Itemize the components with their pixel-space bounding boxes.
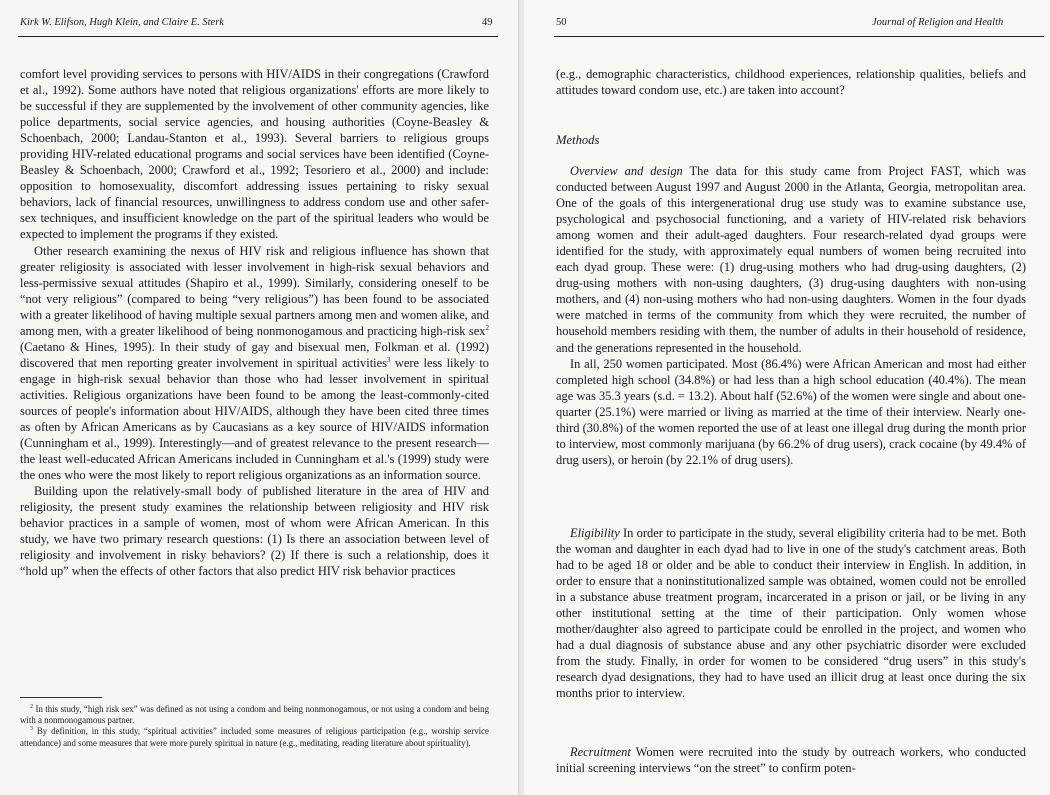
overview-section — [556, 163, 1026, 468]
footnote-mark: 2 — [485, 323, 489, 332]
paragraph: comfort level providing services to persons with HIV/AIDS in their congregations (Crawford et al., 1992). Some authors have noted that religious organizations' efforts are more likely to be successful if they are supplemented by the involvement of other community agencies, like police departments, social service agencies, and housing authorities (Coyne-Beasley & Schoenbach, 2000; Landau-Stanton et al., 1993). Several barriers to religious groups providing HIV-related educational programs and social services have been identified (Coyne-Beasley & Schoenbach, 2000; Crawford et al., 1992; Tesoriero et al., 2000) and include: opposition to homosexuality, discomfort addressing issues pertaining to risky sexual behaviors, lack of financial resources, unwillingness to address condom use and other safer-sex techniques, and insufficient knowledge on the part of the spiritual leaders who would be expected to implement the programs if they existed. — [20, 67, 489, 242]
header-rule — [18, 36, 498, 37]
footnote-text: In this study, “high risk sex” was defined as not using a condom and being nonmonogamous, or not using a condom and being with a nonmonogamous partner. — [20, 704, 490, 726]
paragraph: (e.g., demographic characteristics, childhood experiences, relationship qualities, beliefs and attitudes toward condom use, etc.) are taken into account? — [556, 67, 1026, 98]
paragraph — [556, 163, 1026, 356]
paragraph-text: In order to participate in the study, several eligibility criteria had to be met. Both the woman and daughter in each dyad had to live in one of the study's catchment areas. Both had to be aged 18 or older and be able to conduct their interview in English. In addition, in order to ensure that a noninstitutionalized sample was obtained, women could not be enrolled in a substance abuse treatment program, incarcerated in a prison or jail, or be living in any other institutional setting at the time of their participation. Only women whose mother/daughter also agreed to participate could be enrolled in the project, and women who had a dual diagnosis of substance abuse and any other psychiatric disorder were excluded from the study. Finally, in order for women to be considered “drug users” in this study's research dyad designations, they had to have used an illicit drug at least once during the six months prior to interview. — [556, 526, 1026, 701]
eligibility-section — [556, 525, 1026, 702]
paragraph-text: were less likely to engage in high-risk sexual behavior than those who had lesser involvement in spiritual activities. Religious organizations have been found to be among the least-commonly-cited sources of people's information about HIV/AIDS, although they have been cited three times as often by African Americans as by Caucasians as a key source of HIV/AIDS information (Cunningham et al., 1999). Interestingly—and of greatest relevance to the present research—the least well-educated African Americans included in Cunningham et al.'s (1999) study were the ones who were the most likely to report religious organizations as an information source. — [20, 355, 489, 483]
footnote-mark: 3 — [386, 355, 391, 364]
recruitment-section — [556, 744, 1026, 776]
left-page — [0, 0, 520, 795]
page-number-left: 49 — [482, 17, 493, 28]
paragraph-text: Other research examining the nexus of HIV risk and religious influence has shown that greater religiosity is associated with lesser involvement in high-risk sexual behaviors and less-permissive sexual attitudes (Shapiro et al., 1999). Similarly, considering oneself to be “not very religious” (compared to being “very religious”) has been found to be associated with a greater likelihood of having multiple sexual partners among men and women alike, and among men, with a greater likelihood of being nonmonogamous and practicing high-risk sex — [20, 243, 489, 338]
footnote-mark: 2 — [30, 704, 33, 710]
subheading-recruitment: Recruitment — [570, 745, 631, 759]
footnote-text: By definition, in this study, “spiritual activities” included some measures of religious participation (e.g., worship service attendance) and some measures that were more purely spiritual in nature (e.g., meditating, reading literature about spirituality). — [20, 726, 489, 748]
footnote-mark: 3 — [30, 726, 33, 733]
right-page — [524, 0, 1050, 795]
paragraph — [20, 243, 489, 484]
header-rule — [554, 36, 1044, 37]
page-number-right: 50 — [556, 17, 567, 28]
footnote-rule — [20, 697, 102, 698]
footnote — [20, 726, 489, 748]
paragraph-text: Women were recruited into the study by outreach workers, who conducted initial screening interviews “on the street” to confirm poten- — [556, 745, 1026, 776]
paragraph-text: The data for this study came from Project FAST, which was conducted between August 1997 and August 2000 in the Atlanta, Georgia, metropolitan area. One of the goals of this intergenerational drug use study was to examine substance use, psychological and psychosocial functioning, and a variety of HIV-related risk behaviors among women and their adult-aged daughters. Four research-related dyad groups were identified for the study, with approximately equal numbers of women being recruited into each dyad group. These were: (1) drug-using mothers who had drug-using daughters, (2) drug-using mothers with non-using daughters, (3) drug-using daughters with non-using mothers, and (4) non-using mothers who had non-using daughters. Women in the four dyads were matched in terms of the community from which they were recruited, the number of household members residing with them, the number of adults in their household of residence, and the generations represented in the household. — [556, 164, 1026, 355]
left-body-text — [20, 66, 489, 580]
subheading-eligibility: Eligibility — [570, 526, 620, 540]
paragraph — [556, 744, 1026, 776]
paragraph: Building upon the relatively-small body of published literature in the area of HIV and religiosity, the present study examines the relationship between religiosity and HIV risk behavior practices in a sample of women, most of whom were African American. In this study, we have two primary research questions: (1) Is there an association between level of religiosity and involvement in risky behaviors? (2) If there is such a relationship, does it “hold up” when the effects of other factors that also predict HIV risk behavior practices — [20, 484, 489, 579]
running-head-journal: Journal of Religion and Health — [872, 17, 1004, 28]
footnote — [20, 704, 489, 726]
subheading-overview: Overview and design — [570, 164, 683, 178]
footnotes — [20, 704, 489, 749]
paragraph: In all, 250 women participated. Most (86.4%) were African American and most had either completed high school (34.8%) or had less than a high school education (40.4%). The mean age was 35.3 years (s.d. = 13.2). About half (52.6%) of the women were single and about one-quarter (25.1%) were married or living as married at the time of their interview. Nearly one-third (30.8%) of the women reported the use of at least one illegal drug during the month prior to interview, most commonly marijuana (by 66.2% of drug users), crack cocaine (by 49.4% of drug users), or heroin (by 22.1% of drug users). — [556, 356, 1026, 467]
paragraph — [556, 525, 1026, 702]
paragraph-text: (Caetano & Hines, 1995). In their study of gay and bisexual men, Folkman et al. (1992) discovered that men reporting greater involvement in spiritual activities — [20, 339, 489, 370]
section-heading-methods: Methods — [556, 133, 600, 147]
running-head-authors: Kirk W. Elifson, Hugh Klein, and Claire E. Sterk — [20, 17, 224, 28]
continuation-text — [556, 66, 1026, 98]
